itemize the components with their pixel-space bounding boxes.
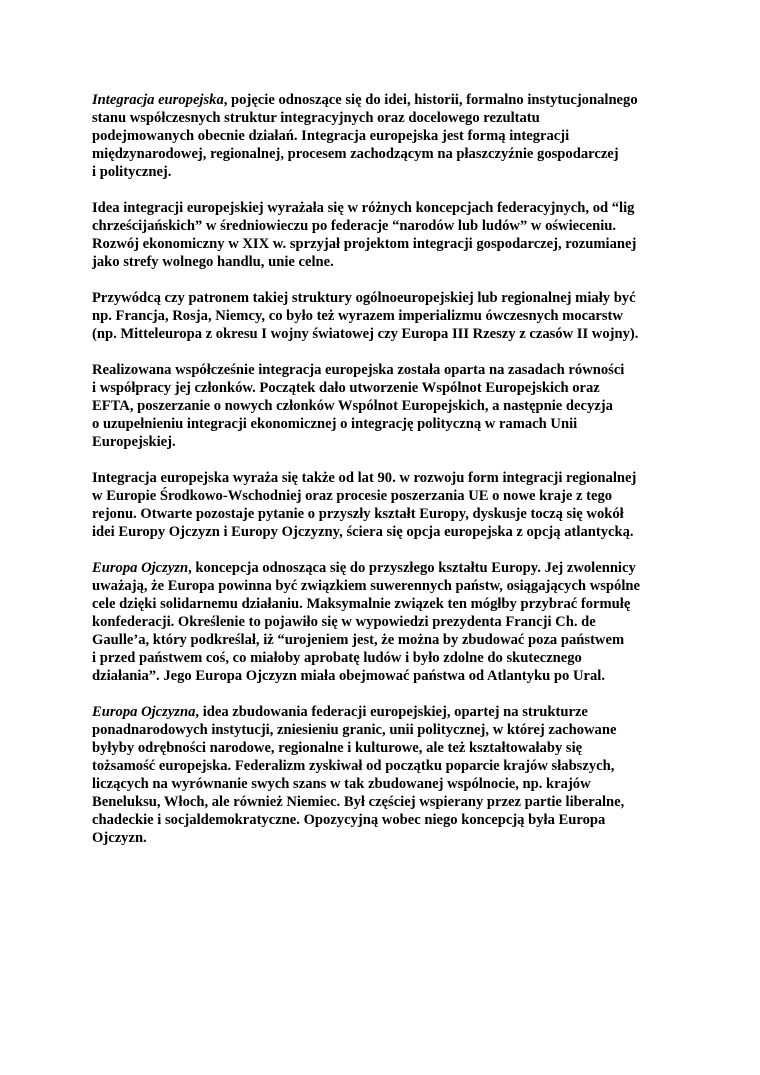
text-line: [92, 613, 682, 631]
document-body: [92, 91, 682, 847]
line-text: EFTA, poszerzanie o nowych członków Wspólnot Europejskich, a następnie decyzja: [92, 398, 613, 414]
line-text: i współpracy jej członków. Początek dało utworzenie Wspólnot Europejskich oraz: [92, 380, 600, 396]
line-text: stanu współczesnych struktur integracyjnych oraz docelowego rezultatu: [92, 110, 540, 126]
text-line: [92, 307, 682, 325]
paragraph: [92, 703, 682, 847]
line-text: Beneluksu, Włoch, ale również Niemiec. Był częściej wspierany przez partie liberalne,: [92, 794, 625, 810]
text-line: [92, 199, 682, 217]
line-text: chrześcijańskich” w średniowieczu po federacje “narodów lub ludów” w oświeceniu.: [92, 218, 617, 234]
document-page: [92, 91, 682, 865]
text-line: [92, 649, 682, 667]
text-line: [92, 397, 682, 415]
text-line: [92, 505, 682, 523]
line-text: i przed państwem coś, co miałoby aprobatę ludów i było zdolne do skutecznego: [92, 650, 582, 666]
text-line: [92, 433, 682, 451]
line-text: działania”. Jego Europa Ojczyzn miała obejmować państwa od Atlantyku po Ural.: [92, 668, 605, 684]
line-text: Przywódcą czy patronem takiej struktury ogólnoeuropejskiej lub regionalnej miały być: [92, 290, 636, 306]
line-text: liczących na wyrównanie swych szans w tak zbudowanej wspólnocie, np. krajów: [92, 776, 591, 792]
line-text: , koncepcja odnosząca się do przyszłego kształtu Europy. Jej zwolennicy: [188, 560, 636, 576]
paragraph: [92, 91, 682, 181]
line-text: (np. Mitteleuropa z okresu I wojny światowej czy Europa III Rzeszy z czasów II wojny).: [92, 326, 639, 342]
paragraph: [92, 469, 682, 541]
text-line: [92, 109, 682, 127]
text-line: [92, 757, 682, 775]
line-text: Idea integracji europejskiej wyrażała się w różnych koncepcjach federacyjnych, od “lig: [92, 200, 635, 216]
text-line: [92, 163, 682, 181]
text-line: [92, 739, 682, 757]
line-text: Europejskiej.: [92, 434, 176, 450]
line-text: tożsamość europejska. Federalizm zyskiwał od początku poparcie krajów słabszych,: [92, 758, 615, 774]
defined-term: Europa Ojczyzna: [92, 704, 196, 720]
line-text: ponadnarodowych instytucji, zniesieniu granic, unii politycznej, w której zachowane: [92, 722, 617, 738]
line-text: międzynarodowej, regionalnej, procesem zachodzącym na płaszczyźnie gospodarczej: [92, 146, 619, 162]
text-line: [92, 811, 682, 829]
line-text: , pojęcie odnoszące się do idei, historii, formalno instytucjonalnego: [223, 92, 638, 108]
line-text: , idea zbudowania federacji europejskiej, opartej na strukturze: [195, 704, 588, 720]
text-line: [92, 829, 682, 847]
line-text: o uzupełnieniu integracji ekonomicznej o integrację polityczną w ramach Unii: [92, 416, 578, 432]
line-text: podejmowanych obecnie działań. Integracja europejska jest formą integracji: [92, 128, 570, 144]
paragraph: [92, 559, 682, 685]
text-line: [92, 361, 682, 379]
text-line: [92, 127, 682, 145]
text-line: [92, 595, 682, 613]
line-text: uważają, że Europa powinna być związkiem suwerennych państw, osiągających wspólne: [92, 578, 640, 594]
text-line: [92, 145, 682, 163]
line-text: i politycznej.: [92, 164, 172, 180]
line-text: w Europie Środkowo-Wschodniej oraz procesie poszerzania UE o nowe kraje z tego: [92, 488, 613, 504]
text-line: [92, 253, 682, 271]
text-line: [92, 487, 682, 505]
defined-term: Europa Ojczyzn: [92, 560, 189, 576]
text-line: [92, 289, 682, 307]
defined-term: Integracja europejska: [92, 92, 224, 108]
text-line: [92, 577, 682, 595]
text-line: [92, 775, 682, 793]
text-line: [92, 217, 682, 235]
text-line: [92, 631, 682, 649]
text-line: [92, 235, 682, 253]
line-text: np. Francja, Rosja, Niemcy, co było też wyrazem imperializmu ówczesnych mocarstw: [92, 308, 623, 324]
paragraph: [92, 361, 682, 451]
line-text: jako strefy wolnego handlu, unie celne.: [92, 254, 334, 270]
text-line: [92, 703, 682, 721]
text-line: [92, 469, 682, 487]
paragraph: [92, 289, 682, 343]
text-line: [92, 667, 682, 685]
text-line: [92, 559, 682, 577]
text-line: [92, 91, 682, 109]
line-text: konfederacji. Określenie to pojawiło się w wypowiedzi prezydenta Francji Ch. de: [92, 614, 596, 630]
text-line: [92, 793, 682, 811]
paragraph: [92, 199, 682, 271]
line-text: Integracja europejska wyraża się także od lat 90. w rozwoju form integracji regionalnej: [92, 470, 637, 486]
line-text: byłyby odrębności narodowe, regionalne i kulturowe, ale też kształtowałaby się: [92, 740, 583, 756]
line-text: Realizowana współcześnie integracja europejska została oparta na zasadach równości: [92, 362, 625, 378]
text-line: [92, 325, 682, 343]
text-line: [92, 415, 682, 433]
line-text: chadeckie i socjaldemokratyczne. Opozycyjną wobec niego koncepcją była Europa: [92, 812, 606, 828]
text-line: [92, 523, 682, 541]
line-text: Gaulle’a, który podkreślał, iż “urojeniem jest, że można by zbudować poza państwem: [92, 632, 625, 648]
line-text: idei Europy Ojczyzn i Europy Ojczyzny, ściera się opcja europejska z opcją atlantycką.: [92, 524, 634, 540]
line-text: Ojczyzn.: [92, 830, 147, 846]
text-line: [92, 721, 682, 739]
text-line: [92, 379, 682, 397]
line-text: Rozwój ekonomiczny w XIX w. sprzyjał projektom integracji gospodarczej, rozumianej: [92, 236, 637, 252]
line-text: rejonu. Otwarte pozostaje pytanie o przyszły kształt Europy, dyskusje toczą się wokół: [92, 506, 624, 522]
line-text: cele dzięki solidarnemu działaniu. Maksymalnie związek ten mógłby przybrać formułę: [92, 596, 631, 612]
